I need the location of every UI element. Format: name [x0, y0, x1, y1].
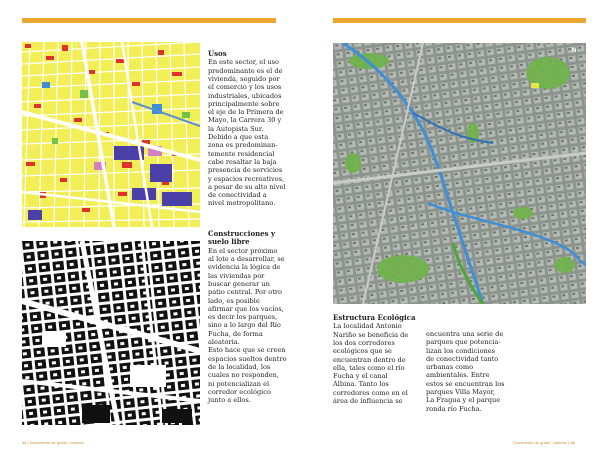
- usos-section: [208, 50, 298, 208]
- usos-title: Usos: [208, 49, 227, 58]
- left-footer-text: Documento de grado | autores: [29, 440, 84, 445]
- land-use-map: [22, 42, 200, 227]
- figure-ground-graphic: [22, 241, 200, 425]
- left-page-number: 12: [22, 440, 27, 445]
- right-page: [300, 0, 600, 465]
- estructura-col1: La localidad Antonio Nariño se beneficia de los dos corredores ecológicos que se encuentran dentro de ella, tales como el río Fucha y el canal Albina. Tanto los corredores como en el área de influencia se: [333, 322, 409, 406]
- estructura-col2: encuentra una serie de parques que potencia- lizan los condiciones de conectividad tanto urbanas como ambientales. Entre estos se encuentran los parques Villa Mayor, La Fragua y el parque ronda río Fucha.: [426, 330, 505, 413]
- estructura-section: [333, 314, 419, 405]
- accent-bar: [333, 18, 586, 23]
- construcciones-section: [208, 230, 298, 404]
- estructura-section-2: [426, 330, 518, 413]
- right-footer-text: Documento de grado | autores: [513, 440, 567, 445]
- accent-bar: [22, 18, 276, 23]
- right-page-number: 13: [570, 440, 575, 445]
- construcciones-body: En el sector próximo al lote a desarrollar, se evidencia la lógica de las viviendas por buscar generar un patio central. Por otro lado, es posible afirmar que los vacíos, es decir los parques, sino a lo largo del Río Fucha, de forma aleatoria. Esto hace que se creen espacios sueltos dentro de la localidad, los cuales no responden, ni potencializan el corredor ecológico junto a ellos.: [208, 246, 287, 405]
- land-use-map-graphic: [22, 42, 200, 227]
- estructura-title: Estructura Ecológica: [333, 313, 416, 322]
- construcciones-title: Construcciones y suelo libre: [208, 229, 276, 247]
- right-footer: Documento de grado | autores | 13: [513, 440, 575, 445]
- usos-body: En este sector, el uso predominante es el de vivienda, seguido por el comercio y los usos industriales, ubicados principalmente sobre el eje de la Primera de Mayo, la Carrera 30 y la Autopista Sur. Debido a que esta zona es predominan- temente residencial cabe resaltar la baja presencia de servicios y espacios recreativos, a pesar de su alto nivel de conectividad a nivel metropolitano.: [208, 58, 286, 208]
- aerial-map-graphic: [333, 43, 586, 304]
- figure-ground-map: [22, 241, 200, 425]
- left-footer: 12 | Documento de grado | autores: [22, 440, 84, 445]
- ecological-structure-map: [333, 43, 586, 304]
- north-arrow-icon: N: [572, 48, 577, 54]
